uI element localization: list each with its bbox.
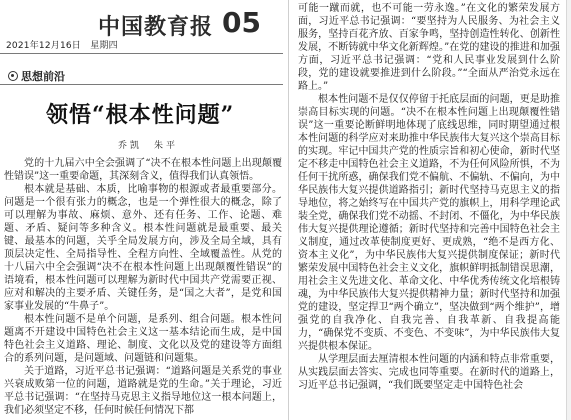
paragraph: 从学理层面去厘清根本性问题的内涵和特点非常重要，从实践层面去答实、完成也同等重要。在新时代的道路上，习近平总书记强调，“我们既要坚定走中国特色社会: [298, 354, 560, 391]
issue-date: 2021年12月16日 星期四: [6, 41, 118, 51]
paragraph: 根本性问题不是单个问题，是系列、组合问题。根本性问题离不开建设中国特色社会主义这一基本结论而生成，是中国特色社会主义道路、理论、制度、文化以及党的建设等方面组合的系列问题，是问题域、问题链和问题集。: [4, 314, 282, 364]
article-headline: 领悟“根本性问题”: [46, 102, 235, 128]
paragraph: 根本就是基础、本质，比喻事物的根源或者最重要部分。问题是一个很有张力的概念，也是一个弹性很大的概念，除了可以理解为事故、麻烦、意外、还有任务、工作、论题、难题、矛盾、疑问等多种含义。根本性问题就是最重要、最关键、最基本的问题，关乎全局发展方向，涉及全局全域，具有顶层决定性、全局指导性、全程方向性、全域覆盖性。从党的十八届六中全会强调“决不在根本性问题上出现颠覆性错误”的语境看，根本性问题可以理解为新时代中国共产党需要正视、应对和解决的主要矛盾、关键任务，是“国之大者”，是党和国家事业发展的“牛鼻子”。: [4, 184, 282, 312]
page-number: 05: [222, 6, 261, 39]
newspaper-name: 中国教育报: [98, 14, 214, 40]
paragraph-continued: 可能一蹴而就，也不可能一劳永逸。”在文化的繁荣发展方面，习近平总书记强调：“要坚持为人民服务、为社会主义服务，坚持百花齐放、百家争鸣，坚持创造性转化、创新性发展，不断铸就中华文化新辉煌。”在党的建设的推进和加强方面，习近平总书记强调：“党和人民事业发展到什么阶段，党的建设就要推进到什么阶段。”“全面从严治党永远在路上。”: [298, 3, 560, 92]
article-body-left: [4, 157, 282, 420]
paragraph: 党的十九届六中全会强调了“决不在根本性问题上出现颠覆性错误”这一重要命题，其深刻含义，值得我们认真领悟。: [4, 158, 282, 182]
bullet-circle-icon: [8, 71, 18, 81]
column-tag: [8, 68, 65, 84]
paragraph: 关于道路，习近平总书记强调：“道路问题是关系党的事业兴衰成败第一位的问题，道路就是党的生命。”关于理论，习近平总书记强调：“在坚持马克思主义指导地位这一根本问题上，我们必须坚定不移，任何时候任何情况下都: [4, 366, 282, 416]
section-rule: [0, 84, 283, 85]
masthead: [0, 0, 283, 54]
column-divider: [288, 0, 289, 420]
article-byline: 乔凯 朱平: [118, 141, 179, 151]
paragraph: 根本性问题不是仅仅停留于托底层面的问题，更是助推崇高目标实现的问题。“决不在根本性问题上出现颠覆性错误”这一重要论断鲜明地体现了底线思维，同时期望通过根本性问题的科学应对来助推中华民族伟大复兴这个崇高目标的实现。牢记中国共产党的性质宗旨和初心使命，新时代坚定不移走中国特色社会主义道路，不为任何风险所惧，不为任何干扰所惑，确保我们党不偏航、不偏轨、不偏向，为中华民族伟大复兴提供道路指引；新时代坚持马克思主义的指导地位，将之始终写在中国共产党的旗帜上，用科学理论武装全党，确保我们党不动摇、不封闭、不僵化，为中华民族伟大复兴提供理论遵循；新时代坚持和完善中国特色社会主义制度，通过改革使制度更好、更成熟，“绝不是西方化、资本主义化”，为中华民族伟大复兴提供制度保证；新时代繁荣发展中国特色社会主义文化，旗帜鲜明抵制错误思潮，用社会主义先进文化、革命文化、中华优秀传统文化培根铸魂，为中华民族伟大复兴提供精神力量；新时代坚持和加强党的建设，坚定捍卫“两个确立”，坚决做到“两个维护”，增强党的自我净化、自我完善、自我革新、自我提高能力，“确保党不变质、不变色、不变味”，为中华民族伟大复兴提供根本保证。: [298, 94, 560, 352]
masthead-rule: [0, 53, 283, 54]
column-tag-label: 思想前沿: [21, 70, 65, 83]
page-shadow: [567, 0, 571, 420]
article-body-right: [298, 2, 560, 420]
